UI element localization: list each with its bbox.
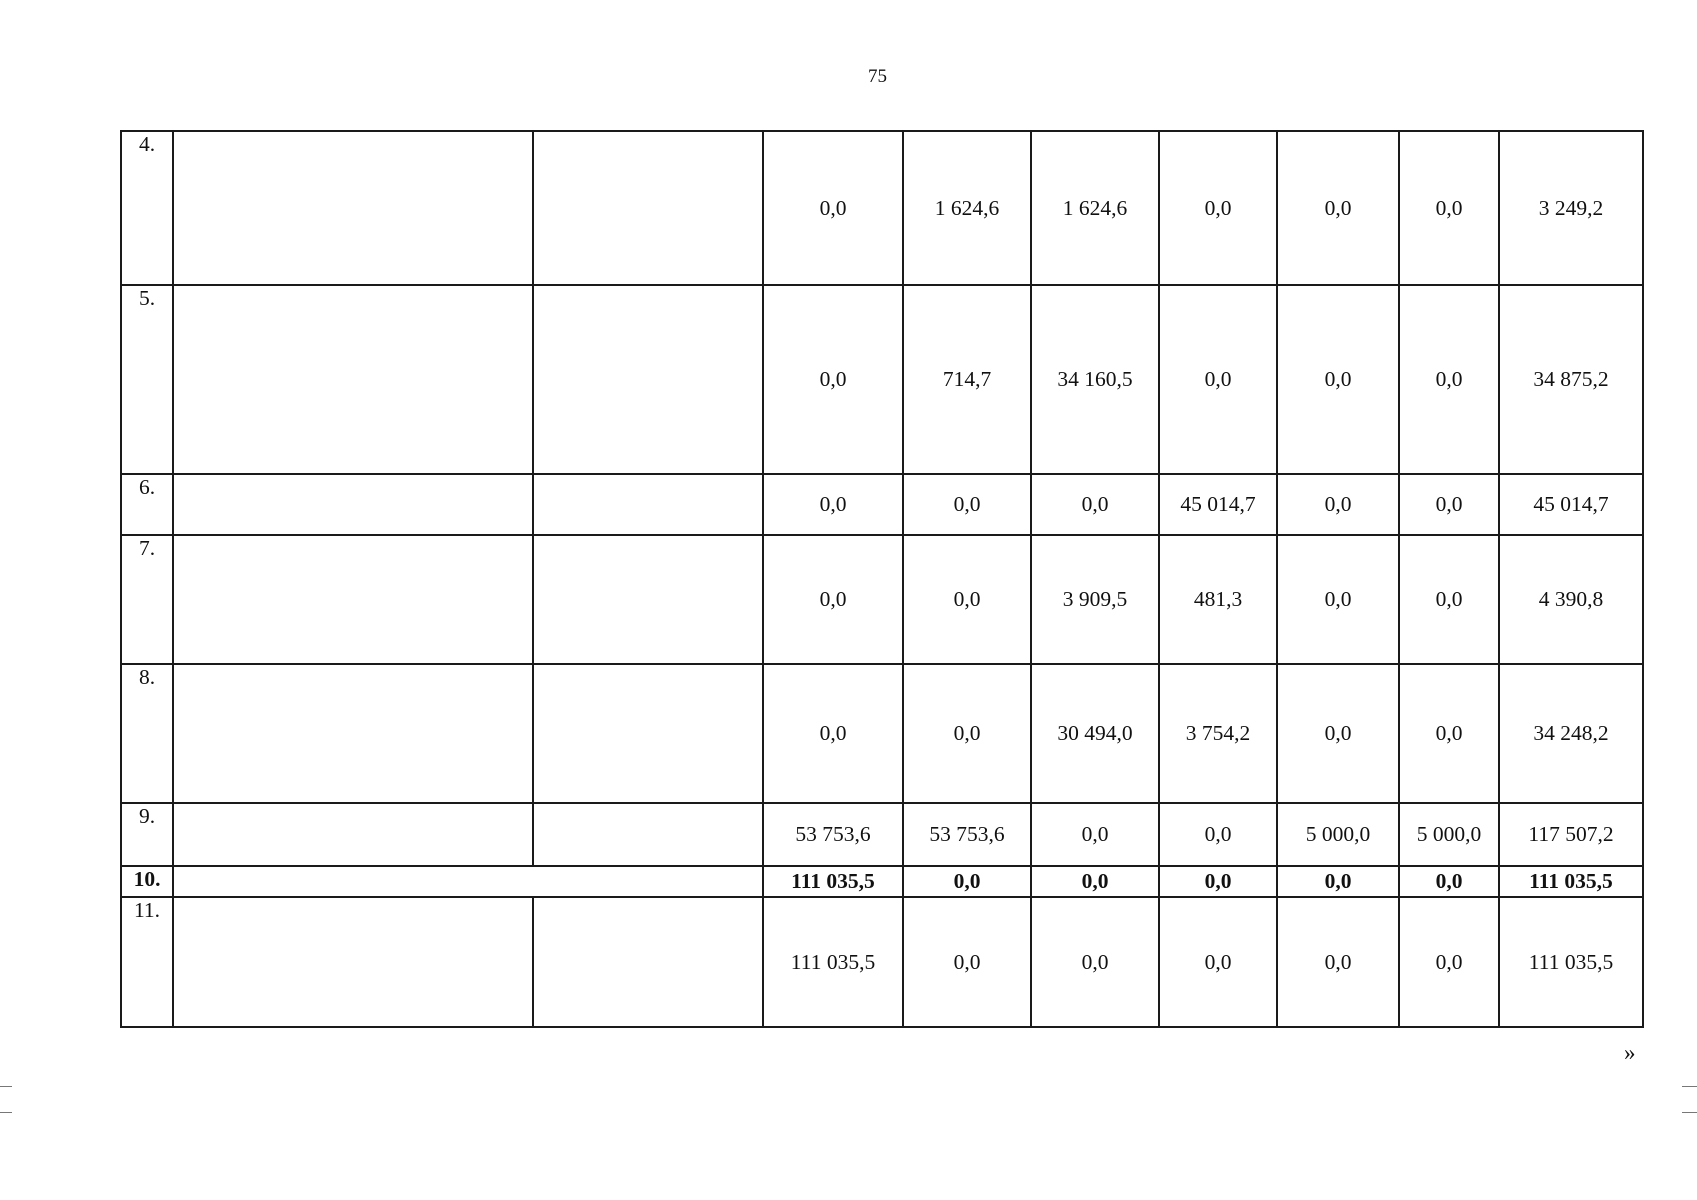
measure-name — [173, 474, 533, 535]
funding-source — [533, 474, 763, 535]
amount-value: 0,0 — [903, 866, 1031, 897]
scan-artifact — [0, 1086, 12, 1087]
amount-value: 0,0 — [1159, 285, 1277, 474]
budget-table — [120, 130, 1644, 1028]
funding-source — [533, 131, 763, 285]
amount-value: 0,0 — [1399, 474, 1499, 535]
row-number: 4. — [121, 131, 173, 285]
amount-value: 1 624,6 — [903, 131, 1031, 285]
amount-value: 0,0 — [1159, 803, 1277, 866]
amount-value: 0,0 — [763, 474, 903, 535]
funding-source — [533, 535, 763, 664]
funding-source — [533, 285, 763, 474]
amount-value: 0,0 — [1399, 866, 1499, 897]
table-row — [121, 285, 1643, 474]
section-title — [173, 866, 763, 897]
row-number: 6. — [121, 474, 173, 535]
amount-value: 0,0 — [1031, 866, 1159, 897]
table-row — [121, 664, 1643, 803]
amount-value: 0,0 — [1277, 131, 1399, 285]
amount-value: 53 753,6 — [903, 803, 1031, 866]
amount-value: 5 000,0 — [1399, 803, 1499, 866]
amount-value: 0,0 — [763, 285, 903, 474]
total-value: 4 390,8 — [1499, 535, 1643, 664]
amount-value: 111 035,5 — [763, 897, 903, 1027]
amount-value: 0,0 — [1031, 803, 1159, 866]
total-value: 111 035,5 — [1499, 897, 1643, 1027]
measure-name — [173, 535, 533, 664]
amount-value: 1 624,6 — [1031, 131, 1159, 285]
scan-artifact — [1682, 1112, 1697, 1113]
row-number: 10. — [121, 866, 173, 897]
table-row — [121, 131, 1643, 285]
amount-value: 0,0 — [763, 664, 903, 803]
amount-value: 0,0 — [1277, 535, 1399, 664]
table-row — [121, 535, 1643, 664]
total-value: 34 875,2 — [1499, 285, 1643, 474]
amount-value: 0,0 — [1031, 897, 1159, 1027]
measure-name — [173, 285, 533, 474]
closing-quote-mark: » — [1624, 1040, 1636, 1065]
row-number: 11. — [121, 897, 173, 1027]
amount-value: 34 160,5 — [1031, 285, 1159, 474]
table-row — [121, 897, 1643, 1027]
scan-artifact — [0, 1112, 12, 1113]
row-number: 7. — [121, 535, 173, 664]
funding-source — [533, 897, 763, 1027]
amount-value: 0,0 — [1399, 535, 1499, 664]
amount-value: 3 909,5 — [1031, 535, 1159, 664]
amount-value: 0,0 — [1277, 285, 1399, 474]
measure-name — [173, 131, 533, 285]
row-number: 9. — [121, 803, 173, 866]
amount-value: 0,0 — [763, 535, 903, 664]
amount-value: 45 014,7 — [1159, 474, 1277, 535]
amount-value: 0,0 — [1399, 285, 1499, 474]
measure-name — [173, 803, 533, 866]
amount-value: 5 000,0 — [1277, 803, 1399, 866]
amount-value: 0,0 — [1159, 866, 1277, 897]
page-number: 75 — [868, 66, 887, 87]
row-number: 5. — [121, 285, 173, 474]
row-number: 8. — [121, 664, 173, 803]
amount-value: 0,0 — [763, 131, 903, 285]
measure-name — [173, 897, 533, 1027]
amount-value: 0,0 — [1159, 131, 1277, 285]
total-value: 117 507,2 — [1499, 803, 1643, 866]
measure-name — [173, 664, 533, 803]
table-body — [121, 131, 1643, 1027]
amount-value: 3 754,2 — [1159, 664, 1277, 803]
funding-source — [533, 664, 763, 803]
amount-value: 0,0 — [1399, 664, 1499, 803]
amount-value: 0,0 — [903, 535, 1031, 664]
amount-value: 0,0 — [903, 474, 1031, 535]
total-value: 3 249,2 — [1499, 131, 1643, 285]
amount-value: 0,0 — [1399, 897, 1499, 1027]
amount-value: 0,0 — [1277, 866, 1399, 897]
total-value: 111 035,5 — [1499, 866, 1643, 897]
amount-value: 53 753,6 — [763, 803, 903, 866]
amount-value: 0,0 — [1277, 474, 1399, 535]
section-row — [121, 866, 1643, 897]
total-value: 34 248,2 — [1499, 664, 1643, 803]
amount-value: 714,7 — [903, 285, 1031, 474]
amount-value: 0,0 — [903, 664, 1031, 803]
amount-value: 0,0 — [1159, 897, 1277, 1027]
amount-value: 111 035,5 — [763, 866, 903, 897]
funding-source — [533, 803, 763, 866]
scan-artifact — [1682, 1086, 1697, 1087]
amount-value: 0,0 — [1399, 131, 1499, 285]
table-row — [121, 474, 1643, 535]
amount-value: 0,0 — [1277, 897, 1399, 1027]
amount-value: 481,3 — [1159, 535, 1277, 664]
amount-value: 0,0 — [903, 897, 1031, 1027]
amount-value: 0,0 — [1277, 664, 1399, 803]
amount-value: 30 494,0 — [1031, 664, 1159, 803]
table-row — [121, 803, 1643, 866]
total-value: 45 014,7 — [1499, 474, 1643, 535]
amount-value: 0,0 — [1031, 474, 1159, 535]
